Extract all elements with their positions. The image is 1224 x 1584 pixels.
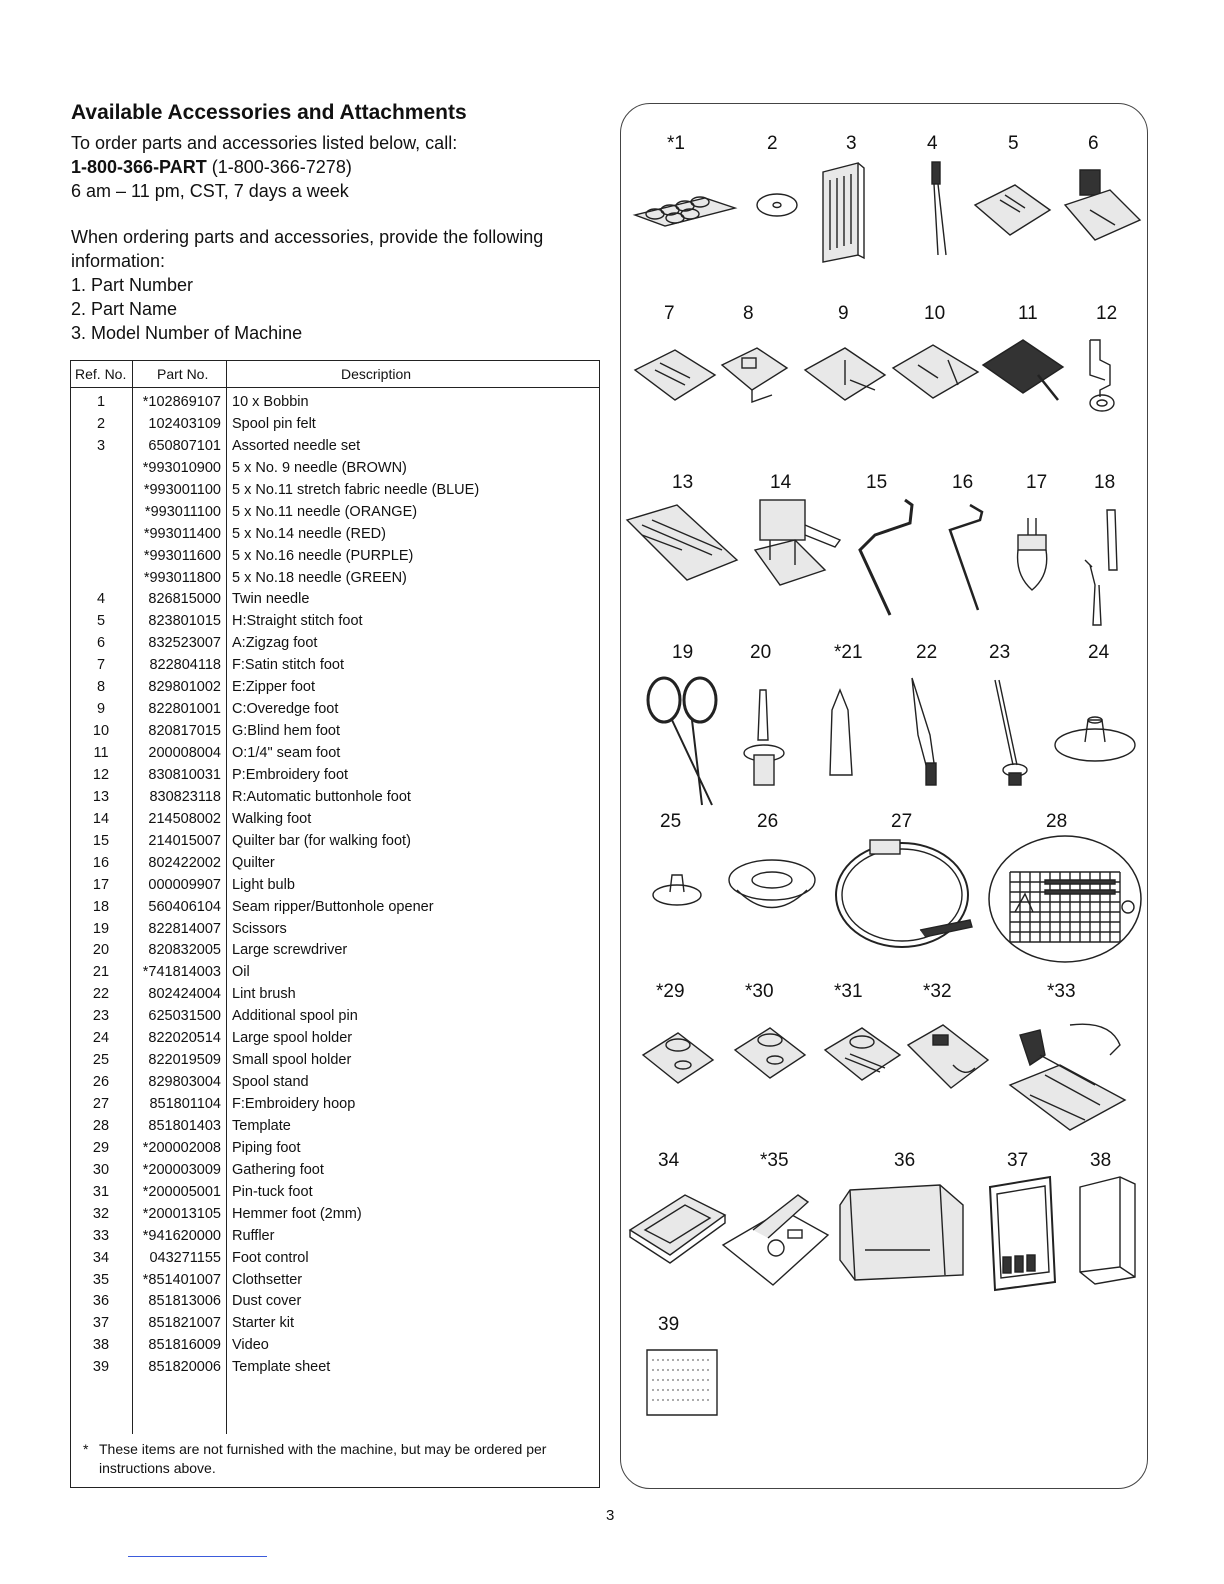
part-cell: *102869107 — [142, 394, 221, 410]
desc-cell: Lint brush — [232, 986, 296, 1003]
twin-needle-icon — [920, 160, 960, 260]
blind-hem-foot-icon — [888, 340, 983, 405]
desc-cell: Template sheet — [232, 1359, 331, 1376]
desc-cell: Oil — [232, 964, 250, 981]
walking-foot-icon — [735, 495, 845, 595]
ref-cell: 20 — [92, 942, 110, 959]
ref-cell: 8 — [96, 679, 106, 696]
figure-label: 13 — [672, 472, 694, 493]
template-icon — [985, 832, 1145, 967]
parts-table — [70, 360, 600, 1488]
figure-label: *33 — [1047, 981, 1076, 1002]
part-cell: 830810031 — [148, 766, 221, 783]
ref-cell: 26 — [92, 1074, 110, 1091]
lint-brush-icon — [900, 675, 950, 790]
part-cell: *200003009 — [142, 1161, 221, 1178]
desc-cell: Walking foot — [232, 810, 312, 827]
part-cell: *200005001 — [142, 1183, 221, 1200]
desc-cell: 5 x No. 9 needle (BROWN) — [232, 459, 407, 476]
table-row — [71, 809, 599, 831]
buttonhole-foot-icon — [622, 500, 742, 585]
part-cell: 830823118 — [149, 788, 221, 805]
desc-cell: Spool pin felt — [232, 415, 316, 432]
ref-cell: 13 — [92, 788, 110, 805]
desc-cell: Light bulb — [232, 876, 295, 893]
part-cell: 851813006 — [148, 1293, 221, 1310]
header-desc: Description — [341, 366, 412, 382]
figure-label: *29 — [656, 981, 685, 1002]
footer-divider — [128, 1556, 267, 1557]
small-spool-holder-icon — [650, 870, 705, 910]
figure-label: *1 — [667, 133, 685, 154]
desc-cell: 5 x No.18 needle (GREEN) — [232, 569, 407, 586]
satin-stitch-foot-icon — [630, 345, 720, 405]
figure-label: 15 — [866, 472, 888, 493]
ref-cell: 1 — [96, 394, 106, 410]
desc-cell: Quilter bar (for walking foot) — [232, 832, 411, 849]
table-row — [71, 1204, 599, 1226]
table-row — [71, 1313, 599, 1335]
phone-line — [71, 155, 611, 179]
screwdriver-icon — [738, 685, 793, 790]
part-cell: 822804118 — [149, 657, 221, 674]
ref-cell: 6 — [96, 635, 106, 652]
table-row — [71, 655, 599, 677]
desc-cell: O:1/4" seam foot — [232, 745, 341, 761]
table-row — [71, 1138, 599, 1160]
quilter-bar-icon — [850, 495, 920, 620]
ref-cell: 16 — [92, 854, 110, 871]
ref-cell: 34 — [92, 1249, 110, 1266]
figure-label: 37 — [1007, 1150, 1029, 1171]
desc-cell: F:Embroidery hoop — [232, 1096, 356, 1112]
ref-cell: 30 — [92, 1161, 110, 1178]
desc-cell: Scissors — [232, 920, 287, 937]
ref-cell: 18 — [92, 898, 110, 915]
figure-label: 6 — [1088, 133, 1099, 154]
ref-cell: 37 — [92, 1315, 110, 1332]
ref-cell: 4 — [96, 591, 106, 608]
table-row — [71, 611, 599, 633]
desc-cell: P:Embroidery foot — [232, 766, 349, 783]
figure-label: *31 — [834, 981, 863, 1002]
part-cell: *741814003 — [142, 964, 221, 981]
ref-cell: 35 — [92, 1271, 110, 1288]
figure-label: *32 — [923, 981, 952, 1002]
ref-cell: 36 — [92, 1293, 110, 1310]
intro-block — [71, 131, 611, 345]
desc-cell: Foot control — [232, 1249, 309, 1266]
table-row — [71, 1094, 599, 1116]
ref-cell: 24 — [92, 1030, 110, 1047]
part-cell: 650807101 — [148, 437, 221, 454]
hours-line: 6 am – 11 pm, CST, 7 days a week — [71, 181, 349, 201]
part-cell: *993001100 — [143, 481, 221, 498]
ref-cell: 2 — [96, 415, 106, 432]
table-row — [71, 568, 599, 590]
part-cell: 826815000 — [148, 591, 221, 608]
header-ref: Ref. No. — [75, 366, 127, 382]
table-row — [71, 1050, 599, 1072]
desc-cell: Dust cover — [232, 1293, 302, 1310]
desc-cell: 5 x No.11 needle (ORANGE) — [232, 503, 418, 520]
desc-cell: Twin needle — [232, 591, 310, 608]
desc-cell: Template — [232, 1117, 291, 1134]
desc-cell: Ruffler — [232, 1227, 275, 1244]
footnote-star: * — [83, 1441, 89, 1457]
part-cell: 102403109 — [148, 415, 221, 432]
desc-cell: Starter kit — [232, 1315, 295, 1332]
figure-label: 36 — [894, 1150, 916, 1171]
part-cell: 802422002 — [148, 854, 221, 871]
part-cell: *200002008 — [142, 1139, 221, 1156]
table-row — [71, 1248, 599, 1270]
part-cell: 829801002 — [148, 679, 221, 696]
desc-cell: Seam ripper/Buttonhole opener — [232, 898, 434, 915]
part-cell: 851821007 — [148, 1315, 221, 1332]
table-row — [71, 589, 599, 611]
desc-cell: F:Satin stitch foot — [232, 657, 345, 674]
ref-cell: 14 — [92, 810, 110, 827]
desc-cell: Assorted needle set — [232, 437, 361, 454]
ref-cell: 29 — [92, 1139, 110, 1156]
ref-cell: 27 — [92, 1096, 110, 1112]
page-number: 3 — [606, 1507, 615, 1524]
part-cell: *993011600 — [143, 547, 221, 564]
desc-cell: Piping foot — [232, 1139, 301, 1156]
dust-cover-icon — [835, 1180, 970, 1285]
figure-label: 11 — [1018, 303, 1038, 324]
part-cell: 851820006 — [148, 1359, 221, 1376]
gathering-foot-icon — [730, 1020, 810, 1085]
ref-cell: 5 — [96, 613, 106, 630]
table-row — [71, 633, 599, 655]
table-row — [71, 919, 599, 941]
ref-cell: 10 — [92, 723, 110, 740]
figure-label: 25 — [660, 811, 682, 832]
figure-label: 10 — [924, 303, 946, 324]
part-cell: *993011400 — [143, 525, 221, 542]
part-cell: 832523007 — [148, 635, 221, 652]
figure-label: 19 — [672, 642, 694, 663]
table-row — [71, 436, 599, 458]
seam-foot-icon — [978, 335, 1068, 405]
part-cell: 043271155 — [149, 1249, 221, 1266]
pin-tuck-foot-icon — [820, 1020, 905, 1090]
desc-cell: H:Straight stitch foot — [232, 613, 363, 630]
part-cell: *200013105 — [142, 1205, 221, 1222]
part-cell: 200008004 — [148, 745, 221, 761]
table-row — [71, 677, 599, 699]
info-list — [71, 273, 611, 345]
ref-cell: 7 — [96, 657, 106, 674]
spool-felt-icon — [755, 190, 800, 220]
ref-cell: 21 — [92, 964, 110, 981]
phone-rest: (1-800-366-7278) — [206, 157, 352, 177]
figure-label: 3 — [846, 133, 857, 154]
table-row — [71, 1270, 599, 1292]
figure-label: 17 — [1026, 472, 1048, 493]
figure-label: 26 — [757, 811, 779, 832]
ref-cell: 28 — [92, 1117, 110, 1134]
table-row — [71, 1226, 599, 1248]
part-cell: *851401007 — [142, 1271, 221, 1288]
desc-cell: 5 x No.16 needle (PURPLE) — [232, 547, 414, 564]
table-body — [71, 392, 599, 1379]
part-cell: 822814007 — [148, 920, 221, 937]
part-cell: 851801403 — [148, 1117, 221, 1134]
figure-label: 27 — [891, 811, 913, 832]
desc-cell: Large spool holder — [232, 1030, 353, 1047]
figure-label: 38 — [1090, 1150, 1112, 1171]
desc-cell: Video — [232, 1337, 269, 1354]
figure-label: *35 — [760, 1150, 789, 1171]
table-row — [71, 743, 599, 765]
scissors-icon — [642, 675, 727, 810]
ref-cell: 11 — [93, 745, 109, 761]
table-row — [71, 787, 599, 809]
template-sheet-icon — [642, 1345, 722, 1420]
figure-label: 4 — [927, 133, 938, 154]
table-row — [71, 1357, 599, 1379]
part-cell: 822020514 — [148, 1030, 221, 1047]
desc-cell: Quilter — [232, 854, 275, 871]
part-cell: 560406104 — [148, 898, 221, 915]
figure-label: 16 — [952, 472, 974, 493]
spool-stand-icon — [725, 855, 820, 920]
desc-cell: G:Blind hem foot — [232, 723, 340, 740]
part-cell: *993011800 — [143, 569, 221, 586]
table-row — [71, 502, 599, 524]
quilter-icon — [940, 500, 990, 615]
overedge-foot-icon — [800, 340, 890, 410]
part-cell: *993010900 — [142, 459, 221, 476]
video-icon — [1075, 1172, 1140, 1287]
table-row — [71, 853, 599, 875]
table-row — [71, 1072, 599, 1094]
part-cell: *941620000 — [142, 1227, 221, 1244]
figure-label: 28 — [1046, 811, 1068, 832]
figure-label: 22 — [916, 642, 938, 663]
figure-label: 14 — [770, 472, 792, 493]
intro-line: To order parts and accessories listed below, call: — [71, 133, 458, 153]
table-row — [71, 1182, 599, 1204]
ref-cell: 9 — [96, 701, 106, 718]
info-list-item: 2. Part Name — [71, 299, 178, 319]
figure-label: *30 — [745, 981, 774, 1002]
table-row — [71, 1116, 599, 1138]
bobbin-icon — [630, 190, 740, 230]
desc-cell: Hemmer foot (2mm) — [232, 1205, 362, 1222]
ref-cell: 33 — [92, 1227, 110, 1244]
table-row — [71, 962, 599, 984]
embroidery-hoop-icon — [830, 835, 980, 955]
part-cell: 822801001 — [148, 701, 221, 718]
table-row — [71, 1160, 599, 1182]
ruffler-icon — [1000, 1015, 1145, 1140]
straight-stitch-foot-icon — [970, 180, 1055, 240]
desc-cell: 5 x No.11 stretch fabric needle (BLUE) — [232, 481, 480, 498]
table-row — [71, 1291, 599, 1313]
figure-label: 9 — [838, 303, 849, 324]
desc-cell: A:Zigzag foot — [232, 635, 318, 652]
table-row — [71, 875, 599, 897]
spool-pin-icon — [985, 675, 1030, 790]
part-cell: 851801104 — [149, 1096, 221, 1112]
ref-cell: 32 — [92, 1205, 110, 1222]
table-row — [71, 1028, 599, 1050]
light-bulb-icon — [1010, 515, 1055, 595]
ref-cell: 12 — [92, 766, 110, 783]
table-row — [71, 414, 599, 436]
phone-bold: 1-800-366-PART — [71, 157, 207, 177]
figure-label: 5 — [1008, 133, 1019, 154]
ref-cell: 19 — [92, 920, 110, 937]
figure-label: 23 — [989, 642, 1011, 663]
ref-cell: 17 — [92, 876, 110, 893]
ref-cell: 22 — [92, 986, 110, 1003]
figure-label: 2 — [767, 133, 778, 154]
part-cell: 625031500 — [148, 1008, 221, 1025]
table-row — [71, 897, 599, 919]
part-cell: 829803004 — [148, 1074, 221, 1091]
ordering-line: When ordering parts and accessories, provide the following information: — [71, 227, 544, 271]
header-part: Part No. — [157, 366, 209, 382]
part-cell: 822019509 — [148, 1052, 221, 1069]
part-cell: 214508002 — [148, 810, 221, 827]
table-row — [71, 721, 599, 743]
info-list-item: 1. Part Number — [71, 275, 194, 295]
figure-label: 39 — [658, 1314, 680, 1335]
table-row — [71, 524, 599, 546]
table-row — [71, 699, 599, 721]
desc-cell: Clothsetter — [232, 1271, 303, 1288]
part-cell: 802424004 — [148, 986, 221, 1003]
seam-ripper-icon — [1075, 505, 1125, 630]
info-list-item: 3. Model Number of Machine — [71, 323, 303, 343]
figure-label: 12 — [1096, 303, 1118, 324]
clothsetter-icon — [718, 1190, 833, 1290]
ref-cell: 31 — [92, 1183, 110, 1200]
ref-cell: 23 — [92, 1008, 110, 1025]
desc-cell: Pin-tuck foot — [232, 1183, 313, 1200]
table-row — [71, 392, 599, 414]
figure-label: 20 — [750, 642, 772, 663]
desc-cell: Gathering foot — [232, 1161, 324, 1178]
desc-cell: Spool stand — [232, 1074, 309, 1091]
oil-icon — [820, 685, 860, 780]
desc-cell: Large screwdriver — [232, 942, 348, 959]
table-row — [71, 940, 599, 962]
embroidery-foot-icon — [1080, 335, 1120, 415]
part-cell: *993011100 — [144, 503, 221, 520]
desc-cell: 5 x No.14 needle (RED) — [232, 525, 386, 542]
large-spool-holder-icon — [1050, 710, 1140, 765]
page-title: Available Accessories and Attachments — [71, 101, 467, 124]
figure-label: *21 — [834, 642, 863, 663]
table-row — [71, 546, 599, 568]
desc-cell: R:Automatic buttonhole foot — [232, 788, 411, 805]
table-header — [71, 361, 599, 388]
piping-foot-icon — [638, 1025, 718, 1090]
part-cell: 820817015 — [148, 723, 221, 740]
desc-cell: E:Zipper foot — [232, 679, 316, 696]
desc-cell: Small spool holder — [232, 1052, 352, 1069]
desc-cell: 10 x Bobbin — [232, 394, 309, 410]
figure-label: 24 — [1088, 642, 1110, 663]
table-row — [71, 1006, 599, 1028]
needle-set-icon — [818, 160, 868, 265]
part-cell: 851816009 — [148, 1337, 221, 1354]
desc-cell: C:Overedge foot — [232, 701, 339, 718]
table-row — [71, 831, 599, 853]
figure-label: 8 — [743, 303, 754, 324]
table-row — [71, 765, 599, 787]
part-cell: 000009907 — [148, 876, 221, 893]
figure-label: 34 — [658, 1150, 680, 1171]
table-row — [71, 480, 599, 502]
table-row — [71, 984, 599, 1006]
figure-label: 7 — [664, 303, 675, 324]
part-cell: 214015007 — [148, 832, 221, 849]
table-row — [71, 1335, 599, 1357]
footnote-text: These items are not furnished with the machine, but may be ordered per instructions above. — [99, 1441, 547, 1476]
table-row — [71, 458, 599, 480]
part-cell: 820832005 — [148, 942, 221, 959]
ref-cell: 25 — [92, 1052, 110, 1069]
figure-label: 18 — [1094, 472, 1116, 493]
starter-kit-icon — [985, 1172, 1060, 1292]
ref-cell: 38 — [92, 1337, 110, 1354]
zigzag-foot-icon — [1060, 165, 1145, 245]
part-cell: 823801015 — [148, 613, 221, 630]
hemmer-foot-icon — [903, 1020, 993, 1095]
zipper-foot-icon — [712, 340, 797, 410]
ref-cell: 15 — [92, 832, 110, 849]
ref-cell: 3 — [96, 437, 106, 454]
ref-cell: 39 — [92, 1359, 110, 1376]
foot-control-icon — [625, 1185, 730, 1265]
desc-cell: Additional spool pin — [232, 1008, 358, 1025]
